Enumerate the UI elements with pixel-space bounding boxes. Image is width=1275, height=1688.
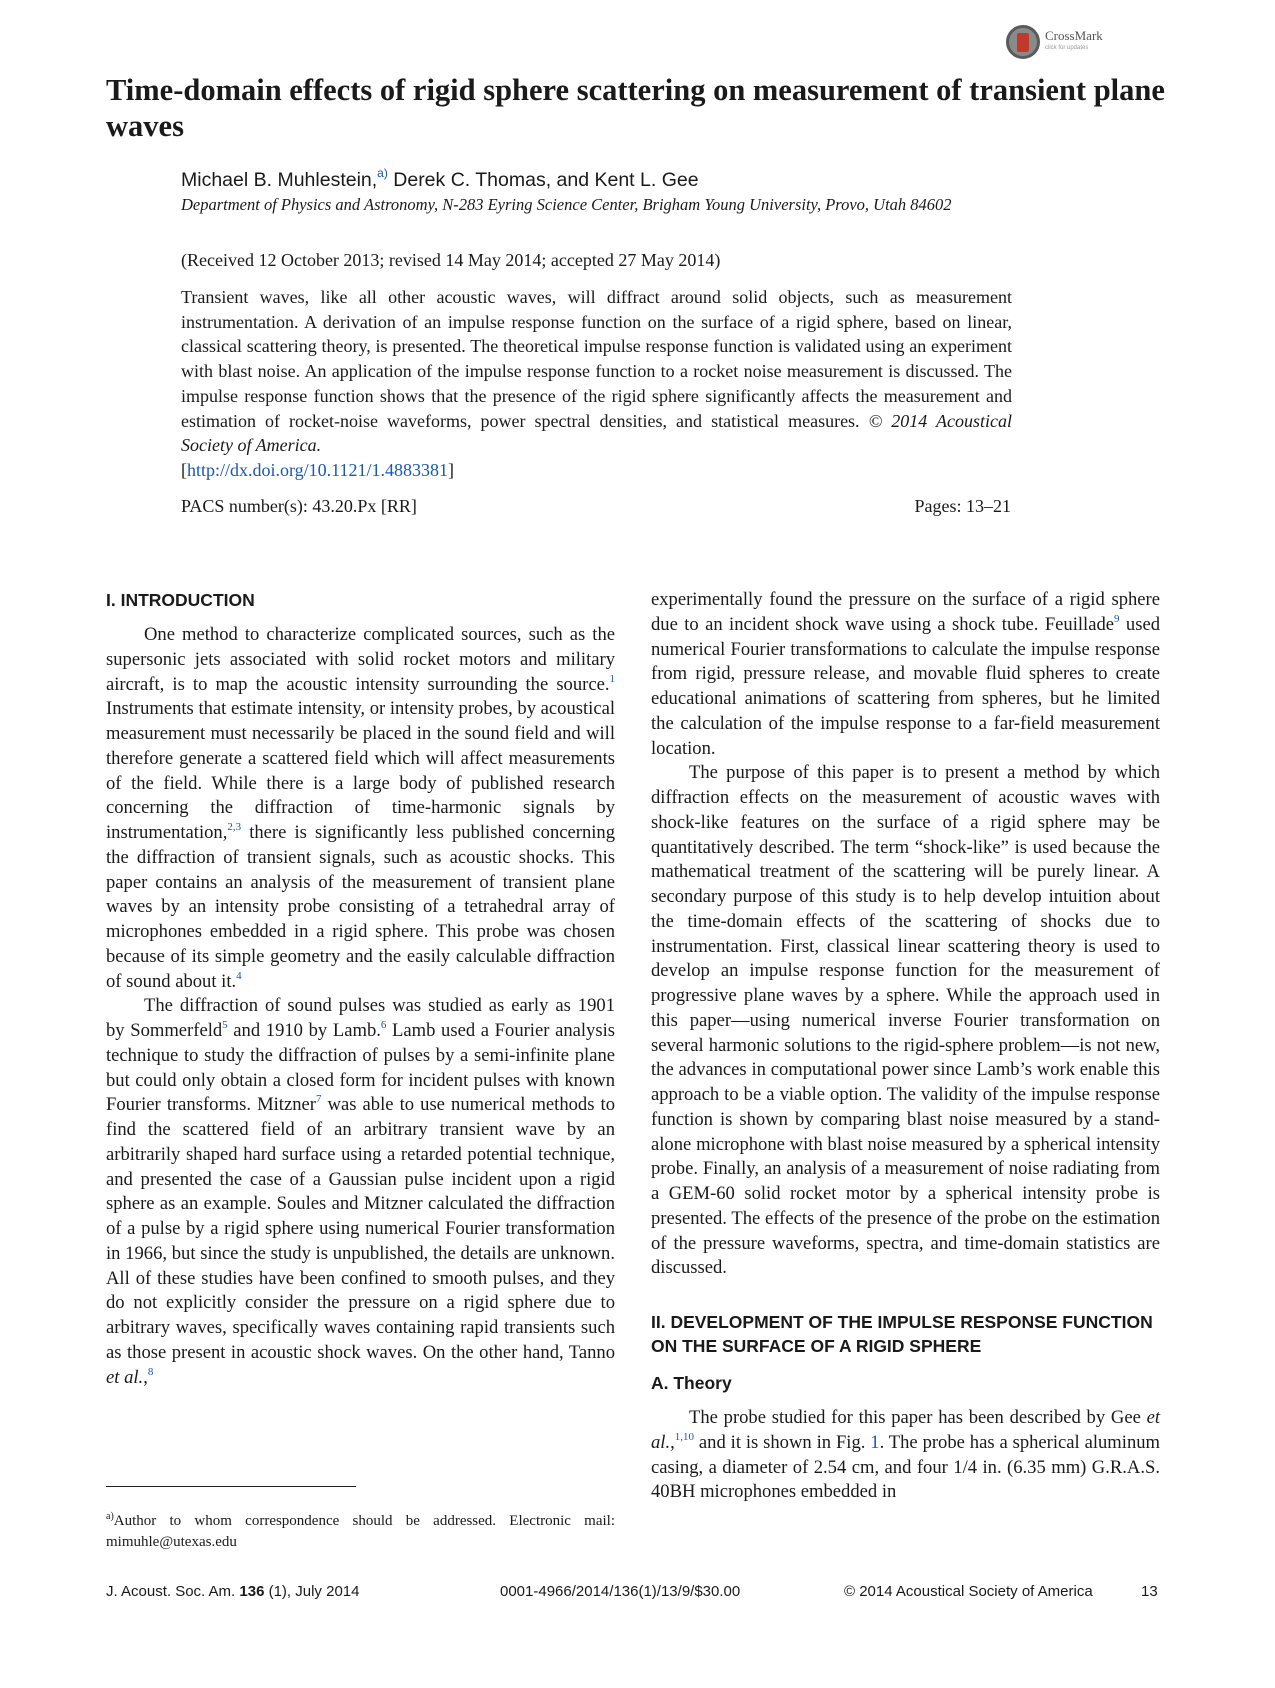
abstract: Transient waves, like all other acoustic waves, will diffract around solid objects, such as measurement instrumentation. A derivation of an impulse response function on the surface of a rigid sphere, based on linear, classical scattering theory, is presented. The theoretical impulse response function is validated using an experiment with blast noise. An application of the impulse response function to a rocket noise measurement is discussed. The impulse response function shows that the presence of the rigid sphere significantly affects the measurement and estimation of rocket-noise waveforms, power spectral densities, and statistical measures. © 2014 Acoustical Society of America. [http://dx.doi.org/10.1121/1.4883381] xyxy=(181,287,1012,480)
subsection-heading-theory: A. Theory xyxy=(651,1373,732,1393)
crossmark-label: CrossMark xyxy=(1045,28,1103,43)
doi-link[interactable]: http://dx.doi.org/10.1121/1.4883381 xyxy=(187,459,449,480)
crossmark-icon xyxy=(1006,25,1040,59)
citation-link[interactable]: 5 xyxy=(222,1019,228,1031)
page-number: 13 xyxy=(1141,1583,1158,1600)
footnote-mark: a) xyxy=(106,1511,114,1522)
citation-link[interactable]: 6 xyxy=(380,1019,387,1031)
figure-link[interactable]: 1 xyxy=(870,1431,880,1453)
section-heading-development: II. DEVELOPMENT OF THE IMPULSE RESPONSE FUNCTION ON THE SURFACE OF A RIGID SPHERE xyxy=(651,1312,1153,1356)
intro-paragraph-3: The purpose of this paper is to present a method by which diffraction effects on the measurement of acoustic waves with shock-like features on the surface of a rigid sphere may be quantitatively described. The term “shock-like” is used because the mathematical treatment of the scattering will be purely linear. A secondary purpose of this study is to help develop intuition about the time-domain effects of the scattering of shocks due to instrumentation. First, classical linear scattering theory is used to develop an impulse response function for the measurement of progressive plane waves by a sphere. While the approach used in this paper—using numerical inverse Fourier transformation on several harmonic solutions to the rigid-sphere problem—is not new, the advances in computational power since Lamb’s work enable this approach to be a viable option. The validity of the impulse response function is shown by comparing blast noise measured by a stand-alone microphone with blast noise measured by a spherical intensity probe. Finally, an analysis of a measurement of noise radiating from a GEM-60 solid rocket motor by a spherical intensity probe is presented. The effects of the presence of the probe on the estimation of the pressure waveforms, spectra, and time-domain statistics are discussed. xyxy=(651,762,1160,1279)
citation-link[interactable]: 8 xyxy=(147,1365,154,1378)
intro-paragraph-1: One method to characterize complicated sources, such as the supersonic jets associated with solid rocket motors and military aircraft, is to map the acoustic intensity surrounding the source.$^1$ Instruments that estimate intensity, or intensity probes, by acoustical measurement must necessarily be placed in the sound field and will therefore generate a scattered field which will affect measurements of the field. While there is a large body of published research concerning the diffraction of time-harmonic signals by instrumentation,$^{2,3}$ there is significantly less published concerning the diffraction of transient signals, such as acoustic shocks. This paper contains an analysis of the measurement of transient plane waves by an intensity probe consisting of a tetrahedral array of microphones embedded in a rigid sphere. This probe was chosen because of its simple geometry and the easily calculable diffraction of sound about it.$^4$ xyxy=(106,624,615,992)
right-column xyxy=(651,588,1160,1505)
citation-link[interactable]: 1 xyxy=(609,672,615,685)
paper-title: Time-domain effects of rigid sphere scattering on measurement of transient plane waves xyxy=(106,73,1165,143)
theory-paragraph-1: The probe studied for this paper has been described by Gee et al.,$^{1,10}$ and it is shown in Fig. 1. The probe has a spherical aluminum casing, a diameter of 2.54 cm, and four 1/4 in. (6.35 mm) G.R.A.S. 40BH microphones embedded in xyxy=(651,1407,1160,1503)
received-dates: (Received 12 October 2013; revised 14 May 2014; accepted 27 May 2014) xyxy=(181,250,721,270)
intro-paragraph-2-continued: experimentally found the pressure on the surface of a rigid sphere due to an incident shock wave using a shock tube. Feuillade$^9$ used numerical Fourier transformations to calculate the impulse response from rigid, pressure release, and movable fluid spheres to create educational animations of scattering from spheres, but he limited the calculation of the impulse response to a far-field measurement location. xyxy=(651,589,1161,759)
citation-link[interactable]: 9 xyxy=(1114,612,1120,625)
footnote xyxy=(106,1511,615,1553)
pacs-numbers: PACS number(s): 43.20.Px [RR] xyxy=(181,496,417,516)
left-column xyxy=(106,588,615,1390)
citation-link[interactable]: 2,3 xyxy=(227,821,242,833)
abstract-text: Transient waves, like all other acoustic waves, will diffract around solid objects, such as measurement instrumentation. A derivation of an impulse response function on the surface of a rigid sphere, based on linear, classical scattering theory, is presented. The theoretical impulse response function is validated using an experiment with blast noise. An application of the impulse response function to a rocket noise measurement is discussed. The impulse response function shows that the presence of the rigid sphere significantly affects the measurement and estimation of rocket-noise waveforms, power spectral densities, and statistical measures. xyxy=(181,287,1012,431)
citation-link[interactable]: 1,10 xyxy=(674,1430,695,1443)
citation-link[interactable]: 4 xyxy=(236,969,242,982)
citation-link[interactable]: 7 xyxy=(315,1093,322,1106)
footer-journal: J. Acoust. Soc. Am. 136 (1), July 2014 xyxy=(106,1583,360,1600)
abstract-copyright: © 2014 Acoustical Society of America. xyxy=(181,410,1012,456)
footnote-text: Author to whom correspondence should be addressed. Electronic mail: mimuhle@utexas.edu xyxy=(106,1513,615,1550)
page-range: Pages: 13–21 xyxy=(914,496,1011,516)
crossmark-sublabel: click for updates xyxy=(1045,45,1089,51)
author-note-link[interactable]: a) xyxy=(377,166,388,180)
crossmark-badge[interactable] xyxy=(1006,24,1118,60)
footer-article-code: 0001-4966/2014/136(1)/13/9/$30.00 xyxy=(500,1583,741,1600)
intro-paragraph-2: The diffraction of sound pulses was studied as early as 1901 by Sommerfeld$^5$ and 1910 by Lamb.$^6$ Lamb used a Fourier analysis technique to study the diffraction of pulses by a semi-infinite plane but could only obtain a closed form for incident pulses with known Fourier transforms. Mitzner$^7$ was able to use numerical methods to find the scattered field of an arbitrary transient wave by an arbitrarily shaped hard surface using a retarded potential technique, and presented the case of a Gaussian pulse incident upon a rigid sphere as an example. Soules and Mitzner calculated the diffraction of a pulse by a rigid sphere using numerical Fourier transformation in 1966, but since the study is unpublished, the details are unknown. All of these studies have been confined to smooth pulses, and they do not explicitly consider the pressure on a rigid sphere due to arbitrary waves, specifically waves containing rapid transients such as those present in acoustic shock waves. On the other hand, Tanno et al.,$^8$ xyxy=(106,995,615,1388)
affiliation: Department of Physics and Astronomy, N-283 Eyring Science Center, Brigham Young University, Provo, Utah 84602 xyxy=(181,195,952,214)
footnote-divider xyxy=(106,1486,356,1487)
footer-copyright: © 2014 Acoustical Society of America xyxy=(844,1583,1093,1600)
author-list: Michael B. Muhlestein,$^{a)}$ Derek C. Thomas, and Kent L. Gee xyxy=(181,166,699,191)
section-heading-introduction: I. INTRODUCTION xyxy=(106,590,255,610)
